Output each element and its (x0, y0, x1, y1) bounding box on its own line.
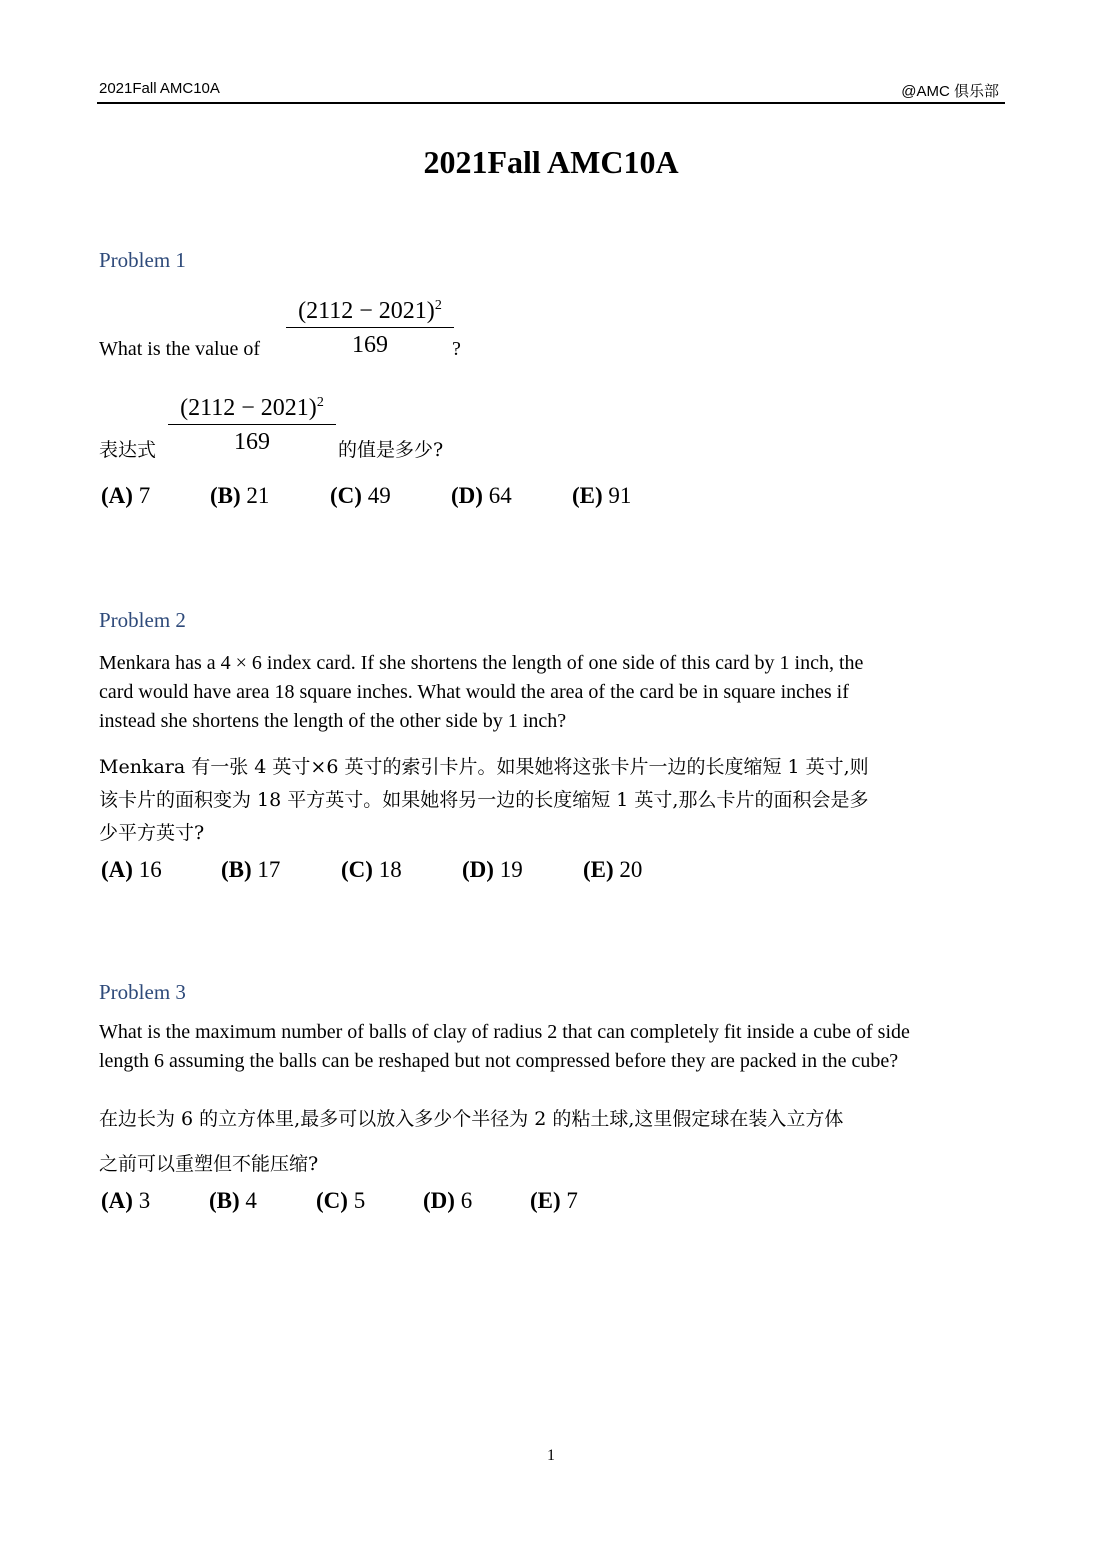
problem-3-zh-line: 之前可以重塑但不能压缩? (99, 1153, 319, 1175)
problem-2-zh-line: 该卡片的面积变为 18 平方英寸。如果她将另一边的长度缩短 1 英寸,那么卡片的面积会是多 (99, 789, 869, 811)
choice-a: (A) 3 (101, 1188, 151, 1213)
choice-c: (C) 49 (330, 483, 391, 508)
problem-1-title: Problem 1 (99, 248, 186, 272)
choice-a: (A) 7 (101, 483, 151, 508)
problem-2-en-line: card would have area 18 square inches. What would the area of the card be in square inches if (99, 681, 849, 703)
problem-1-en-suffix: ? (452, 338, 461, 360)
problem-1-en-fraction (286, 298, 454, 359)
problem-1-en-prefix: What is the value of (99, 338, 261, 360)
fraction-denominator: 169 (352, 332, 388, 358)
choice-d: (D) 19 (462, 857, 523, 882)
choice-e: (E) 7 (530, 1188, 578, 1213)
problem-2-choices (101, 857, 642, 883)
page-number: 1 (547, 1447, 555, 1464)
problem-2-en-line: instead she shortens the length of the other side by 1 inch? (99, 710, 567, 732)
choice-e: (E) 91 (572, 483, 632, 508)
choice-b: (B) 17 (221, 857, 281, 882)
choice-a: (A) 16 (101, 857, 162, 882)
problem-1-zh-fraction (168, 395, 336, 456)
choice-b: (B) 21 (210, 483, 270, 508)
choice-b: (B) 4 (209, 1188, 257, 1213)
problem-3-choices (101, 1188, 578, 1214)
fraction-numerator: $(2112 - 2021)^2$ (286, 298, 454, 328)
problem-2-en-line: Menkara has a 4 × 6 index card. If she shortens the length of one side of this card by 1 inch, the (99, 652, 864, 674)
header-rule (97, 102, 1005, 104)
problem-3-en-line: What is the maximum number of balls of clay of radius 2 that can completely fit inside a cube of side (99, 1021, 910, 1043)
problem-1-choices (101, 483, 631, 509)
fraction-denominator: 169 (234, 429, 270, 455)
header-right: @AMC 俱乐部 (901, 83, 999, 100)
choice-d: (D) 6 (423, 1188, 473, 1213)
choice-d: (D) 64 (451, 483, 512, 508)
page-title: 2021Fall AMC10A (423, 144, 679, 180)
choice-e: (E) 20 (583, 857, 643, 882)
problem-2-title: Problem 2 (99, 608, 186, 632)
problem-1-zh-prefix: 表达式 (99, 439, 157, 461)
choice-c: (C) 18 (341, 857, 402, 882)
problem-1-zh-suffix: 的值是多少? (338, 439, 444, 461)
problem-2-zh-line: Menkara 有一张 4 英寸×6 英寸的索引卡片。如果她将这张卡片一边的长度缩短 1 英寸,则 (99, 756, 869, 778)
problem-2-zh-line: 少平方英寸? (99, 822, 205, 844)
header-left: 2021Fall AMC10A (99, 80, 220, 97)
problem-3-zh-line: 在边长为 6 的立方体里,最多可以放入多少个半径为 2 的粘土球,这里假定球在装入立方体 (99, 1108, 844, 1130)
fraction-numerator: $(2112 - 2021)^2$ (168, 395, 336, 425)
problem-3-en-line: length 6 assuming the balls can be reshaped but not compressed before they are packed in the cube? (99, 1050, 899, 1072)
problem-3-title: Problem 3 (99, 980, 186, 1004)
choice-c: (C) 5 (316, 1188, 366, 1213)
